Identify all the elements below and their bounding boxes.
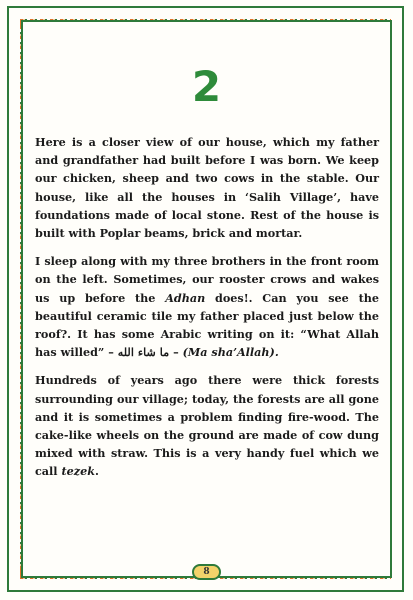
paragraph-forests-end: .	[94, 464, 99, 479]
paragraph-forests-text: Hundreds of years ago there were thick forests surrounding our village; today, the forests are all gone and it is sometimes a problem finding fire-wood. The cake-like wheels on the ground are made of cow dung mixed with straw. This is a very handy fuel which we call	[35, 373, 379, 479]
paragraph-house: Here is a closer view of our house, which my father and grandfather had built before I was born. We keep our chicken, sheep and two cows in the stable. Our house, like all the houses in ‘Salih Village’, have foundations made of local stone. Rest of the house is built with Poplar beams, brick and mortar.	[35, 135, 379, 241]
paragraph-bedroom-text-1: I sleep along with my three brothers in the front room on the left. Sometimes, our rooster crows and wakes us up before the	[35, 254, 379, 305]
paragraph-bedroom	[35, 252, 379, 361]
chapter-number: 2	[191, 62, 222, 111]
paragraph-bedroom-dash: –	[169, 345, 183, 360]
arabic-phrase: ما شاء الله	[117, 345, 170, 360]
adhan-word: Adhan	[165, 290, 206, 305]
paragraph-forests	[35, 371, 379, 480]
transliteration: (Ma sha’Allah).	[182, 345, 279, 360]
page-number-badge: 8	[192, 564, 221, 580]
paragraph-bedroom-text-2: does!. Can you see the beautiful ceramic tile my father placed just below the roof?. It has some Arabic writing on it: “What Allah has willed” –	[35, 290, 379, 360]
tezek-word: tezek	[61, 464, 95, 479]
page-text	[35, 133, 379, 491]
